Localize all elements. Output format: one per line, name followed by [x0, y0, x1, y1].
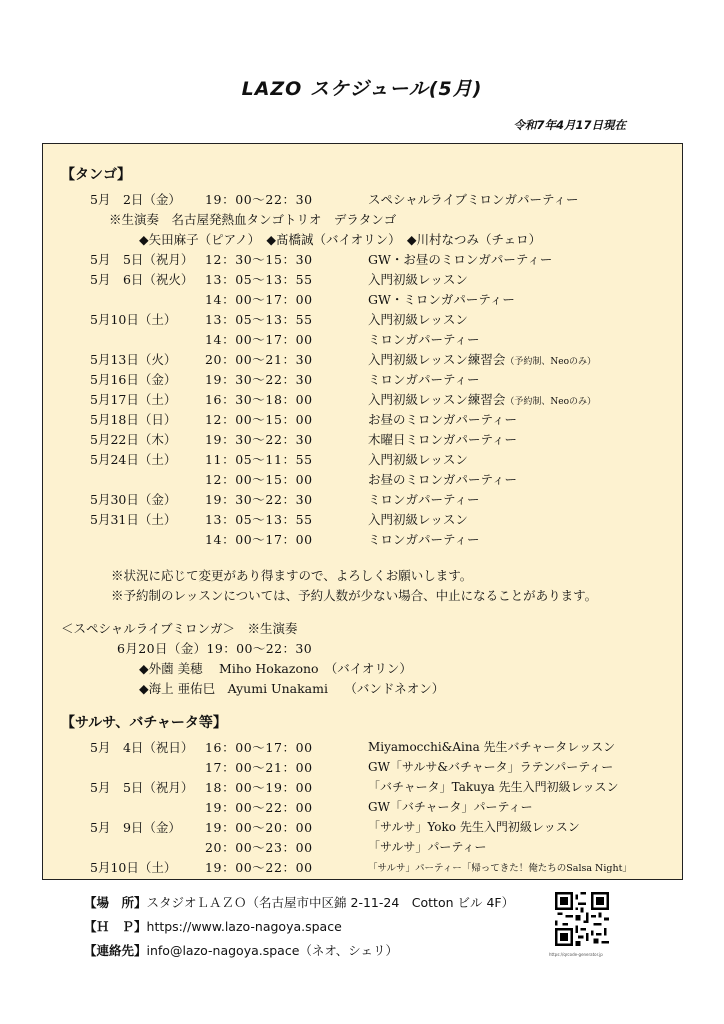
row-time: 11：05～11：55 [205, 452, 313, 467]
row-time: 19：00～22：00 [205, 800, 313, 815]
row-desc: 木曜日ミロンガパーティー [368, 432, 518, 447]
row-desc: GW・お昼のミロンガパーティー [368, 252, 553, 267]
schedule-box [42, 143, 683, 880]
row-desc: ミロンガパーティー [368, 332, 480, 347]
row-date: 5月22日（木） [90, 432, 177, 447]
row-time: 14：00～17：00 [205, 292, 313, 307]
row-date: 5月 5日（祝月） [90, 780, 194, 795]
row-desc: GW「バチャータ」パーティー [368, 800, 533, 814]
footer-contact [84, 941, 398, 959]
row-date: 5月 5日（祝月） [90, 252, 194, 267]
row-date: 5月 4日（祝日） [90, 740, 194, 755]
row-desc: お昼のミロンガパーティー [368, 412, 518, 427]
qr-code-icon[interactable] [555, 892, 609, 946]
row-desc: ミロンガパーティー [368, 372, 480, 387]
row-date: 5月10日（土） [90, 860, 177, 875]
notice-change: ※状況に応じて変更があり得ますので、よろしくお願いします。 [111, 568, 473, 583]
row-desc: 入門初級レッスン [368, 452, 468, 467]
row-time: 19：00～22：00 [205, 860, 313, 875]
row-time: 19：30～22：30 [205, 372, 313, 387]
row-date: 5月18日（日） [90, 412, 177, 427]
row-date: 5月30日（金） [90, 492, 177, 507]
salsa-heading: 【サルサ、バチャータ等】 [61, 715, 227, 731]
row-desc-note: （予約制、Neoのみ） [505, 357, 597, 367]
row-time: 16：30～18：00 [205, 392, 313, 407]
row-time: 20：00～23：00 [205, 840, 313, 855]
row-desc [368, 350, 596, 368]
row-time: 14：00～17：00 [205, 332, 313, 347]
as-of-date: 令和7年4月17日現在 [513, 118, 626, 132]
footer-hp [84, 917, 342, 935]
performer: ◆海上 亜佑巳 Ayumi Unakami （バンドネオン） [139, 681, 445, 696]
hp-link[interactable]: https://www.lazo-nagoya.space [146, 919, 342, 934]
notice-cancel: ※予約制のレッスンについては、予約人数が少ない場合、中止になることがあります。 [111, 588, 598, 603]
row-time: 13：05～13：55 [205, 512, 313, 527]
special-live-heading: ＜スペシャルライブミロンガ＞ ※生演奏 [61, 621, 298, 636]
row-date: 5月 9日（金） [90, 820, 181, 835]
row-desc: 入門初級レッスン [368, 272, 468, 287]
row-desc: 「サルサ」パーティー [368, 840, 487, 854]
qr-caption: https://qrcode-generator.jp [549, 952, 603, 957]
page-title: LAZO スケジュール(5月) [241, 78, 483, 100]
row-time: 13：05～13：55 [205, 312, 313, 327]
footer-place [84, 893, 514, 911]
row-desc-note: （予約制、Neoのみ） [505, 397, 597, 407]
row-time: 18：00～19：00 [205, 780, 313, 795]
row-date: 5月10日（土） [90, 312, 177, 327]
tango-heading: 【タンゴ】 [61, 167, 131, 183]
row-time: 17：00～21：00 [205, 760, 313, 775]
row-time: 19：00～22：30 [205, 192, 313, 207]
band-members: ◆矢田麻子（ピアノ） ◆髙橋誠（バイオリン） ◆川村なつみ（チェロ） [139, 232, 542, 247]
contact-label: 【連絡先】 [84, 943, 147, 958]
row-desc: お昼のミロンガパーティー [368, 472, 518, 487]
live-note: ※生演奏 名古屋発熱血タンゴトリオ デラタンゴ [109, 212, 397, 227]
row-time: 20：00～21：30 [205, 352, 313, 367]
place-label: 【場 所】 [84, 895, 147, 910]
row-desc: ミロンガパーティー [368, 492, 480, 507]
row-desc: 「サルサ」Yoko 先生入門初級レッスン [368, 820, 580, 834]
row-time: 12：00～15：00 [205, 472, 313, 487]
row-date: 5月 6日（祝火） [90, 272, 194, 287]
row-desc [368, 390, 596, 408]
row-date: 5月17日（土） [90, 392, 177, 407]
hp-label: 【Ｈ Ｐ】 [84, 919, 147, 934]
row-date: 5月24日（土） [90, 452, 177, 467]
performer: ◆外薗 美穂 Miho Hokazono （バイオリン） [139, 661, 412, 676]
row-date: 5月13日（火） [90, 352, 177, 367]
row-desc: ミロンガパーティー [368, 532, 480, 547]
row-date: 5月31日（土） [90, 512, 177, 527]
contact-email[interactable]: info@lazo-nagoya.space（ネオ、シェリ） [146, 943, 399, 958]
row-time: 19：30～22：30 [205, 432, 313, 447]
row-desc: スペシャルライブミロンガパーティー [368, 192, 579, 207]
row-date: 5月 2日（金） [90, 192, 181, 207]
row-desc-main: 入門初級レッスン練習会 [368, 392, 506, 407]
row-time: 19：00～20：00 [205, 820, 313, 835]
row-time: 13：05～13：55 [205, 272, 313, 287]
row-desc: 「バチャータ」Takuya 先生入門初級レッスン [368, 780, 619, 794]
row-time: 19：30～22：30 [205, 492, 313, 507]
row-time: 14：00～17：00 [205, 532, 313, 547]
row-desc: 入門初級レッスン [368, 312, 468, 327]
row-date: 5月16日（金） [90, 372, 177, 387]
row-time: 16：00～17：00 [205, 740, 313, 755]
row-desc: GW・ミロンガパーティー [368, 292, 515, 307]
row-desc: 入門初級レッスン [368, 512, 468, 527]
special-live-datetime: 6月20日（金）19：00～22：30 [117, 641, 313, 656]
place-value: スタジオＬＡＺＯ（名古屋市中区錦 2-11-24 Cotton ビル 4F） [146, 895, 515, 910]
row-time: 12：30～15：30 [205, 252, 313, 267]
row-desc: Miyamocchi&Aina 先生バチャータレッスン [368, 740, 616, 754]
row-desc: GW「サルサ&バチャータ」ラテンパーティー [368, 760, 614, 774]
row-time: 12：00～15：00 [205, 412, 313, 427]
row-desc: 「サルサ」パーティー「帰ってきた！俺たちのSalsa Night」 [368, 863, 632, 874]
row-desc-main: 入門初級レッスン練習会 [368, 352, 506, 367]
